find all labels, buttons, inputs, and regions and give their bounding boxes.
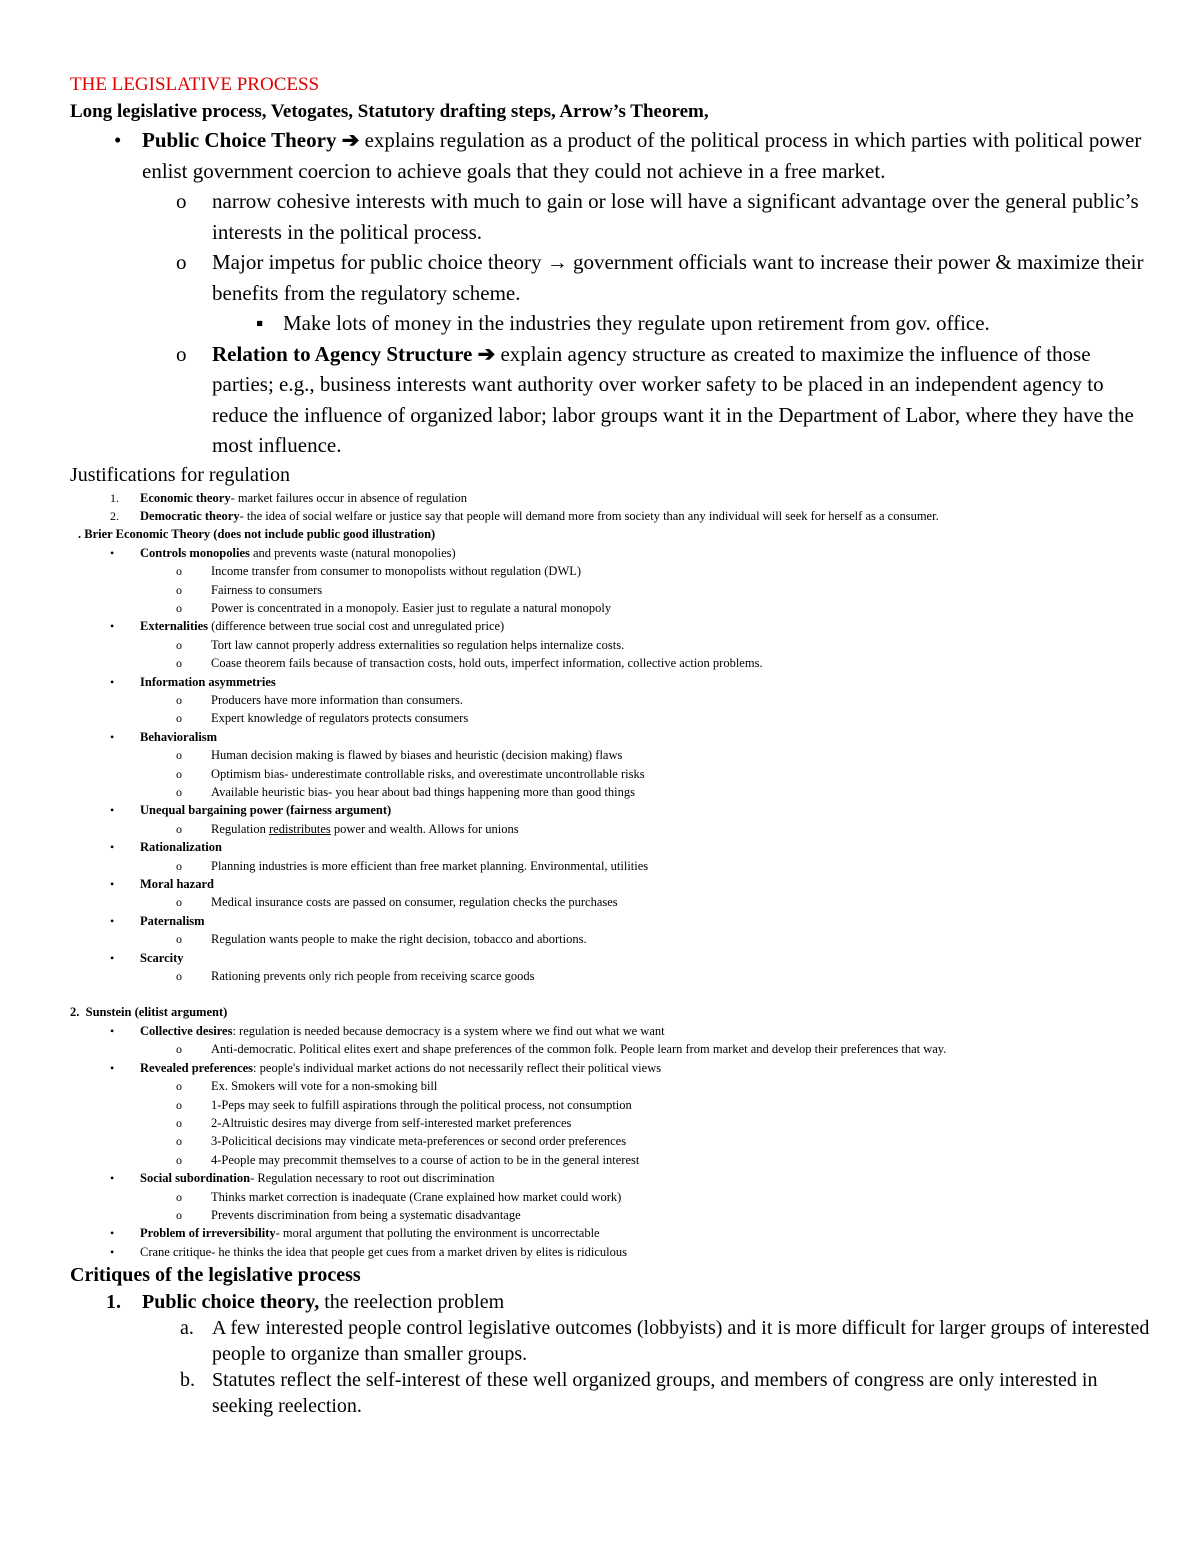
- bullet-marker: •: [110, 674, 115, 689]
- public-choice-label: Public Choice Theory: [142, 128, 337, 152]
- circle-marker: o: [176, 748, 182, 763]
- item-label: Democratic theory: [140, 508, 240, 523]
- item-text: Crane critique- he thinks the idea that people get cues from a market driven by elites is ridiculous: [140, 1244, 627, 1259]
- sub-text: Coase theorem fails because of transaction costs, hold outs, imperfect information, collective action problems.: [211, 656, 763, 671]
- sub-text: Major impetus for public choice theory → government officials want to increase their power & maximize their benefits from the regulatory scheme.: [212, 250, 1144, 305]
- economic-theory-sub: [70, 930, 1150, 948]
- circle-marker: o: [176, 1189, 182, 1204]
- sub-text: Regulation: [211, 821, 269, 836]
- social-subordination-item: [70, 1169, 1150, 1187]
- bullet-marker: •: [110, 803, 115, 818]
- circle-marker: o: [176, 1134, 182, 1149]
- collective-desires-sub: [70, 1040, 1150, 1058]
- item-label: Unequal bargaining power (fairness argument): [140, 803, 392, 818]
- brier-marker: .: [78, 527, 82, 542]
- item-text: - Regulation necessary to root out discrimination: [250, 1171, 495, 1186]
- sub-item: [70, 1206, 1150, 1224]
- sub-text: 4-People may precommit themselves to a course of action to be in the general interest: [211, 1152, 640, 1167]
- circle-marker: o: [176, 821, 182, 836]
- sub-text: narrow cohesive interests with much to gain or lose will have a significant advantage over the general public’s interests in the political process.: [212, 189, 1139, 244]
- circle-marker: o: [176, 1079, 182, 1094]
- economic-theory-sub: [70, 820, 1150, 838]
- social-subordination-subs: [70, 1188, 1150, 1225]
- economic-theory-sub: [70, 746, 1150, 764]
- item-label: Information asymmetries: [140, 674, 276, 689]
- circle-marker: o: [176, 656, 182, 671]
- critique-item-1: [70, 1289, 1150, 1315]
- critique-sub-b: [70, 1367, 1150, 1419]
- item-text: - moral argument that polluting the environment is uncorrectable: [275, 1226, 600, 1241]
- public-choice-text: explains regulation as a product of the political process in which parties with political power enlist government coercion to achieve goals that they could not achieve in a free market.: [142, 128, 1142, 183]
- circle-marker: o: [176, 637, 182, 652]
- irreversibility-item: [70, 1224, 1150, 1242]
- sub-item: [70, 1132, 1150, 1150]
- circle-marker: o: [176, 564, 182, 579]
- economic-theory-sub: [70, 636, 1150, 654]
- circle-marker: o: [176, 250, 187, 274]
- bullet-marker: •: [110, 1244, 115, 1259]
- item-text: and prevents waste (natural monopolies): [249, 545, 456, 560]
- item-label: Moral hazard: [140, 877, 214, 892]
- circle-marker: o: [176, 766, 182, 781]
- bullet-marker: •: [110, 1023, 115, 1038]
- economic-theory-item: [70, 875, 1150, 893]
- economic-theory-sub: [70, 581, 1150, 599]
- sub-text: explain agency structure as created to maximize the influence of those parties; e.g., business interests want authority over worker safety to be placed in an independent agency to reduce the influence of organized labor; labor groups want it in the Department of Labor, where they have the most influence.: [212, 341, 1134, 457]
- economic-theory-item: [70, 838, 1150, 856]
- bullet-marker: •: [110, 545, 115, 560]
- bullet-marker: •: [110, 729, 115, 744]
- sub-text: Planning industries is more efficient than free market planning. Environmental, utilities: [211, 858, 649, 873]
- number-marker: 2.: [110, 508, 119, 523]
- economic-theory-sub: [70, 691, 1150, 709]
- sub-text: Fairness to consumers: [211, 582, 323, 597]
- numbered-item-2: [70, 507, 1150, 525]
- economic-theory-list: [70, 544, 1150, 986]
- economic-theory-sub: [70, 599, 1150, 617]
- circle-marker: o: [176, 785, 182, 799]
- sub-text: power and wealth. Allows for unions: [330, 821, 519, 836]
- sub-text: Tort law cannot properly address externalities so regulation helps internalize costs.: [211, 637, 625, 652]
- sub-text: 3-Policitical decisions may vindicate meta-preferences or second order preferences: [211, 1134, 627, 1149]
- item-label: Externalities: [140, 619, 209, 634]
- sub-text: Regulation wants people to make the right decision, tobacco and abortions.: [211, 932, 587, 947]
- circle-marker: o: [176, 895, 182, 910]
- number-marker: 1.: [110, 490, 119, 505]
- item-text: (difference between true social cost and unregulated price): [208, 619, 505, 634]
- circle-marker: o: [176, 341, 187, 366]
- sub-text: Prevents discrimination from being a systematic disadvantage: [211, 1207, 521, 1222]
- circle-marker: o: [176, 189, 187, 213]
- sub-text: Producers have more information than consumers.: [211, 692, 464, 707]
- arrow-icon: ➔: [477, 341, 496, 366]
- item-label: Public choice theory,: [142, 1291, 320, 1314]
- bullet-marker: •: [110, 619, 115, 634]
- item-text: - market failures occur in absence of regulation: [230, 490, 467, 505]
- sub-item: [70, 1096, 1150, 1114]
- circle-marker: o: [176, 1042, 182, 1057]
- public-choice-item: [70, 125, 1150, 186]
- revealed-preferences-item: [70, 1059, 1150, 1077]
- item-label: Revealed preferences: [140, 1060, 254, 1075]
- public-choice-sub-1: [70, 186, 1150, 247]
- circle-marker: o: [176, 582, 182, 597]
- sub-item: [70, 1114, 1150, 1132]
- item-label: Economic theory: [140, 490, 231, 505]
- agency-structure-label: Relation to Agency Structure: [212, 341, 473, 366]
- sub-text: Medical insurance costs are passed on consumer, regulation checks the purchases: [211, 895, 618, 910]
- economic-theory-sub: [70, 562, 1150, 580]
- collective-desires-item: [70, 1022, 1150, 1040]
- sub-item: [70, 1151, 1150, 1169]
- sub-text: Expert knowledge of regulators protects consumers: [211, 711, 469, 726]
- sub-text: Human decision making is flawed by biases and heuristic (decision making) flaws: [211, 748, 623, 763]
- economic-theory-sub: [70, 893, 1150, 911]
- item-label: Collective desires: [140, 1023, 233, 1038]
- economic-theory-sub: [70, 783, 1150, 801]
- economic-theory-sub: [70, 765, 1150, 783]
- public-choice-sub-2: [70, 247, 1150, 308]
- economic-theory-item: [70, 544, 1150, 562]
- document-page: [70, 72, 1150, 1419]
- square-marker: ▪: [256, 311, 264, 335]
- economic-theory-sub: [70, 709, 1150, 727]
- circle-marker: o: [176, 1207, 182, 1222]
- economic-theory-item: [70, 801, 1150, 819]
- number-marker: 2.: [70, 1005, 80, 1020]
- circle-marker: o: [176, 969, 182, 984]
- sub-text: Make lots of money in the industries they regulate upon retirement from gov. office.: [283, 311, 990, 335]
- item-label: Rationalization: [140, 840, 222, 855]
- economic-theory-sub: [70, 967, 1150, 985]
- bullet-marker: •: [110, 877, 115, 892]
- sub-text: A few interested people control legislative outcomes (lobbyists) and it is more difficult for larger groups of interested people to organize than smaller groups.: [212, 1317, 1150, 1366]
- economic-theory-item: [70, 728, 1150, 746]
- sub-text: 1-Peps may seek to fulfill aspirations through the political process, not consumption: [211, 1097, 632, 1112]
- public-choice-sub-2-item: [70, 308, 1150, 339]
- justifications-heading: Justifications for regulation: [70, 463, 290, 486]
- sub-text: Rationing prevents only rich people from receiving scarce goods: [211, 969, 535, 984]
- sub-text: Power is concentrated in a monopoly. Easier just to regulate a natural monopoly: [211, 600, 612, 615]
- item-text: : people's individual market actions do not necessarily reflect their political views: [253, 1060, 662, 1075]
- critique-sub-a: [70, 1315, 1150, 1367]
- circle-marker: o: [176, 692, 182, 707]
- economic-theory-item: [70, 949, 1150, 967]
- circle-marker: o: [176, 711, 182, 726]
- critiques-heading: Critiques of the legislative process: [70, 1264, 361, 1287]
- item-label: Controls monopolies: [140, 545, 250, 560]
- number-marker: 1.: [106, 1291, 121, 1314]
- sub-text: Optimism bias- underestimate controllable risks, and overestimate uncontrollable risks: [211, 766, 645, 781]
- circle-marker: o: [176, 858, 182, 873]
- circle-marker: o: [176, 1115, 182, 1130]
- economic-theory-sub: [70, 857, 1150, 875]
- letter-marker: b.: [180, 1369, 195, 1392]
- sub-text: Anti-democratic. Political elites exert and shape preferences of the common folk. People learn from market and develop their preferences that way.: [211, 1042, 947, 1057]
- item-text: : regulation is needed because democracy is a system where we find out what we want: [232, 1023, 665, 1038]
- numbered-item-1: [70, 489, 1150, 507]
- economic-theory-item: [70, 673, 1150, 691]
- item-label: Scarcity: [140, 950, 184, 965]
- sunstein-title: Sunstein (elitist argument): [85, 1005, 228, 1020]
- economic-theory-sub: [70, 654, 1150, 672]
- public-choice-sub-3: [70, 339, 1150, 461]
- revealed-preferences-subs: [70, 1077, 1150, 1169]
- sub-item: [70, 1188, 1150, 1206]
- sub-text-underlined: redistributes: [268, 821, 331, 836]
- economic-theory-item: [70, 912, 1150, 930]
- sub-text: 2-Altruistic desires may diverge from self-interested market preferences: [211, 1115, 572, 1130]
- economic-theory-item: [70, 617, 1150, 635]
- document-title: THE LEGISLATIVE PROCESS: [70, 74, 320, 95]
- circle-marker: o: [176, 932, 182, 947]
- circle-marker: o: [176, 1097, 182, 1112]
- bullet-marker: •: [114, 128, 122, 152]
- item-label: Paternalism: [140, 913, 205, 928]
- sub-item: [70, 1077, 1150, 1095]
- item-label: Social subordination: [140, 1171, 251, 1186]
- item-text: - the idea of social welfare or justice say that people will demand more from society than any individual will seek for herself as a consumer.: [239, 508, 939, 523]
- circle-marker: o: [176, 600, 182, 615]
- item-label: Problem of irreversibility: [140, 1226, 276, 1241]
- brier-heading: [70, 525, 1150, 543]
- sub-text: Thinks market correction is inadequate (Crane explained how market could work): [211, 1189, 622, 1204]
- sub-text: Ex. Smokers will vote for a non-smoking bill: [211, 1079, 438, 1094]
- item-text: the reelection problem: [319, 1291, 505, 1314]
- bullet-marker: •: [110, 1226, 115, 1241]
- letter-marker: a.: [180, 1317, 194, 1340]
- bullet-marker: •: [110, 913, 115, 928]
- document-subtitle: Long legislative process, Vetogates, Statutory drafting steps, Arrow’s Theorem,: [70, 101, 709, 122]
- circle-marker: o: [176, 1152, 182, 1167]
- bullet-marker: •: [110, 1171, 115, 1186]
- sub-text: Income transfer from consumer to monopolists without regulation (DWL): [211, 564, 582, 579]
- sunstein-heading: [70, 1003, 1150, 1021]
- bullet-marker: •: [110, 950, 115, 965]
- arrow-icon: ➔: [341, 128, 360, 152]
- brier-title: Brier Economic Theory (does not include public good illustration): [84, 527, 436, 542]
- item-label: Behavioralism: [140, 729, 218, 744]
- bullet-marker: •: [110, 840, 115, 855]
- sub-text: Statutes reflect the self-interest of these well organized groups, and members of congress are only interested in seeking reelection.: [212, 1369, 1098, 1418]
- bullet-marker: •: [110, 1060, 115, 1075]
- crane-critique-item: [70, 1243, 1150, 1261]
- sub-text: Available heuristic bias- you hear about bad things happening more than good things: [211, 785, 635, 799]
